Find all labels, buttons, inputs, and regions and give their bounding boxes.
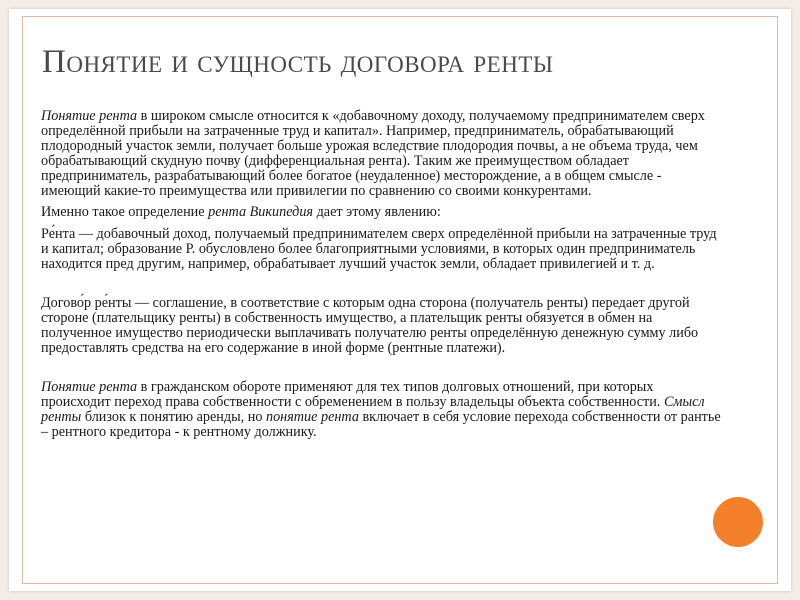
civil-text-3: включает в себя условие перехода собственности от рантье – рентного кредитора - к рентному должнику.	[41, 409, 721, 440]
term-rent-concept: Понятие рента	[41, 108, 138, 124]
paragraph-rent-contract: Догово́р ре́нты — соглашение, в соответствие с которым одна сторона (получатель ренты) передает другой стороне (плательщику ренты) в собственность имущество, а плательщик ренты обязуется в обмен на полученное имущество периодически выплачивать получателю ренты определённую денежную сумму либо предоставлять средства на его содержание в иной форме (рентные платежи).	[41, 295, 699, 356]
term-wikipedia: рента Википедия	[208, 204, 314, 220]
term-rent-concept-2: Понятие рента	[41, 379, 138, 395]
slide-border-left	[22, 16, 23, 584]
paragraph-civil-circulation	[41, 380, 721, 440]
term-rent-concept-3: понятие рента	[265, 409, 359, 425]
slide-border-top	[22, 16, 778, 17]
paragraph-rent-concept-text: в широком смысле относится к «добавочному доходу, получаемому предпринимателем сверх определённой прибыли на затраченные труд и капитал». Например, предприниматель, обрабатывающий плодородный участок земли, получает больше урожая вследствие плодородия почвы, а не объема труда, чем обрабатывающий скудную почву (дифференциальная рента). Таким же преимуществом обладает предприниматель, разрабатывающий более богатое (неудаленное) месторождение, а в общем смысле - имеющий какие-то преимущества или привилегии по сравнению со своими конкурентами.	[41, 108, 705, 199]
term-rent-meaning: Смысл ренты	[41, 394, 705, 425]
slide-border-right	[777, 16, 778, 584]
paragraph-wikipedia-intro	[41, 205, 721, 220]
civil-text-2: близок к понятию аренды, но	[81, 409, 266, 425]
wikipedia-intro-pre: Именно такое определение	[41, 204, 209, 220]
orange-circle-decoration	[713, 497, 763, 547]
slide-title: Понятие и сущность договора ренты	[42, 44, 554, 80]
slide-border-bottom	[22, 583, 778, 584]
wikipedia-intro-post: дает этому явлению:	[313, 204, 441, 220]
slide-content	[41, 109, 721, 440]
civil-text-1: в гражданском обороте применяют для тех типов долговых отношений, при которых происходит переход права собственности с обременением в пользу владельцы объекта собственности.	[41, 379, 664, 410]
paragraph-rent-concept	[41, 109, 721, 199]
paragraph-rent-definition: Ре́нта — добавочный доход, получаемый предпринимателем сверх определённой прибыли на затраченные труд и капитал; образование Р. обусловлено более благоприятными условиями, в которых один предприниматель находится пред другим, например, обрабатывает лучший участок земли, обладает привилегией и т. д.	[41, 226, 717, 272]
